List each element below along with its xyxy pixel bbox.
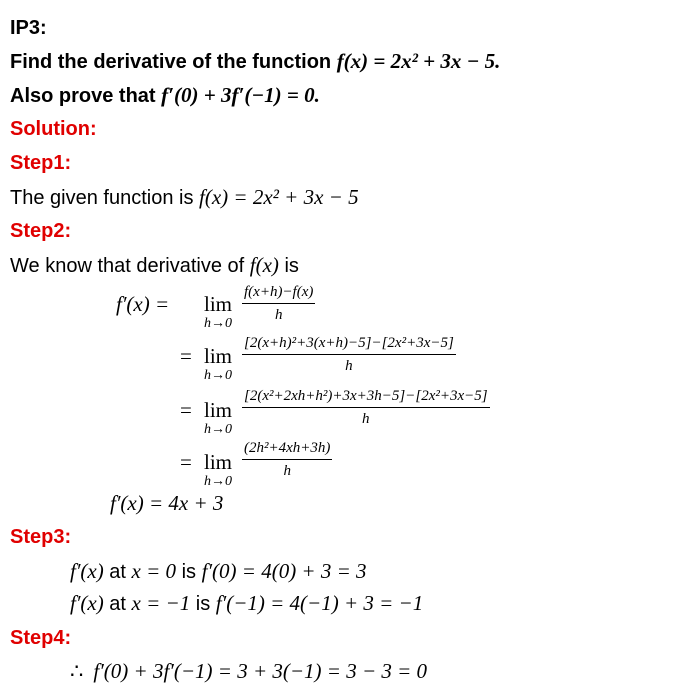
step3-eval: f′(0) = 4(0) + 3 = 3 xyxy=(201,559,367,583)
step2-fx: f(x) xyxy=(249,253,279,277)
step4-body xyxy=(70,659,427,684)
lim-word: lim xyxy=(204,292,233,316)
step3-is: is xyxy=(190,593,216,615)
lim-word: lim xyxy=(204,450,233,474)
equals-sign: = xyxy=(180,344,192,368)
equals-sign: = xyxy=(180,398,192,422)
problem-text: Also prove that xyxy=(10,85,162,107)
step2-intro xyxy=(10,253,299,278)
fraction-numerator: f(x+h)−f(x) xyxy=(242,284,315,304)
problem-claim: f′(0) + 3f′(−1) = 0. xyxy=(161,83,320,107)
step4-proof: f′(0) + 3f′(−1) = 3 + 3(−1) = 3 − 3 = 0 xyxy=(93,659,428,683)
problem-function: f(x) = 2x² + 3x − 5. xyxy=(336,49,501,73)
therefore-symbol: ∴ xyxy=(70,659,84,683)
problem-id: IP3: xyxy=(10,17,47,39)
fraction-numerator: [2(x²+2xh+h²)+3x+3h−5]−[2x²+3x−5] xyxy=(242,388,490,408)
lim-subscript: h→0 xyxy=(204,474,232,489)
fraction-denominator: h xyxy=(274,307,283,323)
step2-text-is: is xyxy=(278,255,299,277)
step2-heading: Step2: xyxy=(10,220,72,242)
step3-xval: x = −1 xyxy=(131,591,191,615)
step1-body xyxy=(10,185,359,210)
step3-line2 xyxy=(70,591,423,616)
fraction-denominator: h xyxy=(283,463,291,479)
problem-statement-line2 xyxy=(10,83,320,108)
lim-word: lim xyxy=(204,344,233,368)
step3-at: at xyxy=(103,593,132,615)
step3-fprime: f′(x) xyxy=(70,591,104,615)
fraction-denominator: h xyxy=(345,358,353,374)
fraction-3 xyxy=(242,388,490,428)
step3-at: at xyxy=(103,561,132,583)
step3-heading: Step3: xyxy=(10,526,72,548)
step1-text: The given function is xyxy=(10,187,199,209)
fraction-denominator: h xyxy=(362,411,370,427)
fraction-1 xyxy=(242,284,315,324)
derivative-result: f′(x) = 4x + 3 xyxy=(110,491,224,515)
fraction-4 xyxy=(242,440,332,480)
derivative-lhs: f′(x) = xyxy=(116,292,170,316)
step3-fprime: f′(x) xyxy=(70,559,104,583)
fraction-numerator: [2(x+h)²+3(x+h)−5]−[2x²+3x−5] xyxy=(242,335,456,355)
lim-subscript: h→0 xyxy=(204,422,232,437)
step3-is: is xyxy=(176,561,202,583)
lim-subscript: h→0 xyxy=(204,316,232,331)
step4-heading: Step4: xyxy=(10,627,72,649)
step1-function: f(x) = 2x² + 3x − 5 xyxy=(199,185,359,209)
fraction-2 xyxy=(242,335,456,375)
equals-sign: = xyxy=(180,450,192,474)
fraction-numerator: (2h²+4xh+3h) xyxy=(242,440,332,460)
solution-heading: Solution: xyxy=(10,118,97,140)
lim-subscript: h→0 xyxy=(204,368,232,383)
step1-heading: Step1: xyxy=(10,152,72,174)
step2-text: We know that derivative of xyxy=(10,255,250,277)
step3-xval: x = 0 xyxy=(131,559,177,583)
step3-line1 xyxy=(70,559,367,584)
lim-word: lim xyxy=(204,398,233,422)
problem-statement-line1 xyxy=(10,49,500,74)
step3-eval: f′(−1) = 4(−1) + 3 = −1 xyxy=(215,591,424,615)
problem-text: Find the derivative of the function xyxy=(10,51,337,73)
